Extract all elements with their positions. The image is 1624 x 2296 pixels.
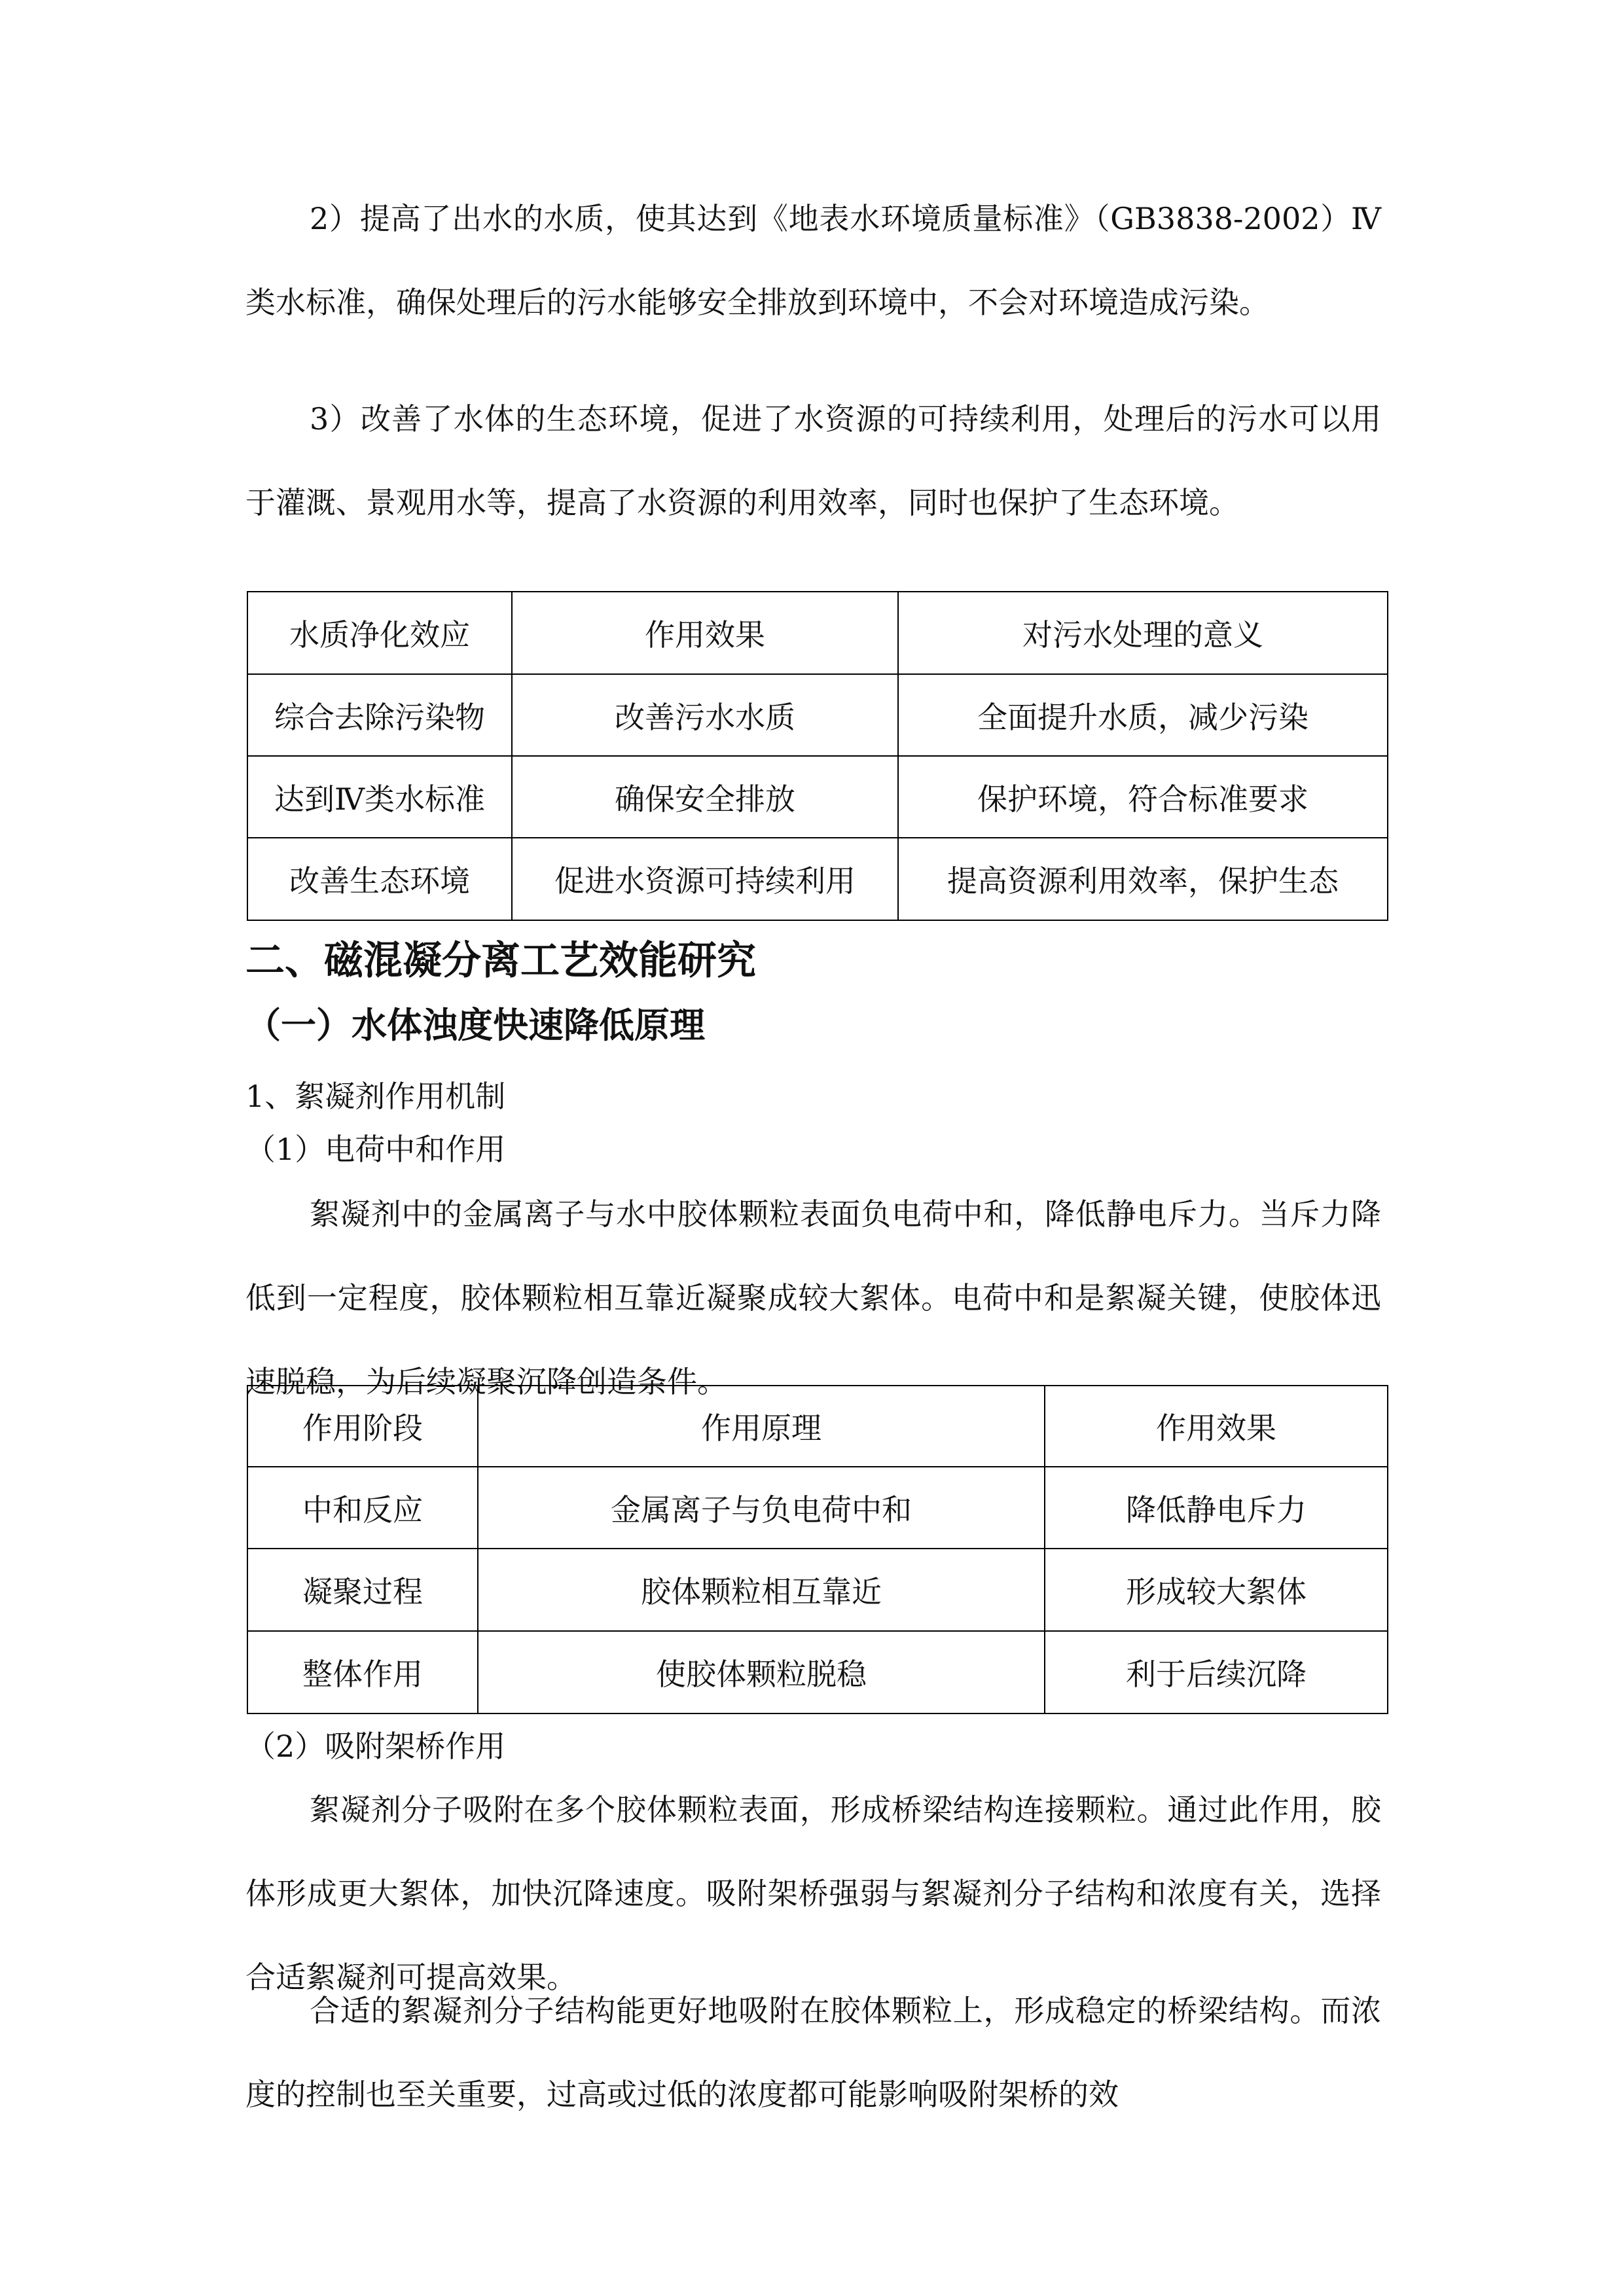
table-cell: 提高资源利用效率，保护生态 (898, 838, 1388, 920)
table-cell: 促进水资源可持续利用 (512, 838, 898, 920)
table-cell: 改善生态环境 (247, 838, 512, 920)
table-cell: 降低静电斥力 (1045, 1467, 1388, 1549)
table-cell: 保护环境，符合标准要求 (898, 756, 1388, 838)
table-header-cell: 作用阶段 (247, 1386, 478, 1467)
table-cell: 综合去除污染物 (247, 674, 512, 756)
sub-point-heading: （2）吸附架桥作用 (245, 1729, 506, 1764)
table-cell: 全面提升水质，减少污染 (898, 674, 1388, 756)
table-row (247, 1549, 1388, 1631)
mechanism-table (247, 1385, 1388, 1714)
table-row (247, 1467, 1388, 1549)
table-header-cell: 作用效果 (1045, 1386, 1388, 1467)
table-header-row (247, 592, 1388, 674)
section-heading: 二、磁混凝分离工艺效能研究 (245, 938, 756, 984)
table-row (247, 674, 1388, 756)
sub-point-heading: （1）电荷中和作用 (245, 1132, 506, 1167)
table-cell: 使胶体颗粒脱稳 (478, 1631, 1045, 1713)
table-cell: 利于后续沉降 (1045, 1631, 1388, 1713)
purification-effects-table (247, 591, 1388, 921)
table-cell: 整体作用 (247, 1631, 478, 1713)
table-header-cell: 作用效果 (512, 592, 898, 674)
table-cell: 达到Ⅳ类水标准 (247, 756, 512, 838)
adsorption-bridging-paragraph: 絮凝剂分子吸附在多个胶体颗粒表面，形成桥梁结构连接颗粒。通过此作用，胶体形成更大絮体，加快沉降速度。吸附架桥强弱与絮凝剂分子结构和浓度有关，选择合适絮凝剂可提高效果。 (245, 1792, 1381, 1995)
table-cell: 确保安全排放 (512, 756, 898, 838)
table-cell: 金属离子与负电荷中和 (478, 1467, 1045, 1549)
table-row (247, 756, 1388, 838)
table-row (247, 838, 1388, 920)
concentration-paragraph: 合适的絮凝剂分子结构能更好地吸附在胶体颗粒上，形成稳定的桥梁结构。而浓度的控制也至关重要，过高或过低的浓度都可能影响吸附架桥的效 (245, 1993, 1381, 2112)
table-cell: 凝聚过程 (247, 1549, 478, 1631)
subsection-heading: （一）水体浊度快速降低原理 (245, 1004, 705, 1046)
paragraph-item-3: 3）改善了水体的生态环境，促进了水资源的可持续利用，处理后的污水可以用于灌溉、景观用水等，提高了水资源的利用效率，同时也保护了生态环境。 (245, 401, 1381, 520)
table-header-cell: 水质净化效应 (247, 592, 512, 674)
charge-neutralization-paragraph: 絮凝剂中的金属离子与水中胶体颗粒表面负电荷中和，降低静电斥力。当斥力降低到一定程度，胶体颗粒相互靠近凝聚成较大絮体。电荷中和是絮凝关键，使胶体迅速脱稳，为后续凝聚沉降创造条件。 (245, 1196, 1381, 1399)
table-cell: 改善污水水质 (512, 674, 898, 756)
table-header-row (247, 1386, 1388, 1467)
table-cell: 形成较大絮体 (1045, 1549, 1388, 1631)
table-cell: 胶体颗粒相互靠近 (478, 1549, 1045, 1631)
paragraph-item-2: 2）提高了出水的水质，使其达到《地表水环境质量标准》（GB3838-2002）Ⅳ类水标准，确保处理后的污水能够安全排放到环境中，不会对环境造成污染。 (245, 201, 1381, 320)
table-header-cell: 对污水处理的意义 (898, 592, 1388, 674)
table-header-cell: 作用原理 (478, 1386, 1045, 1467)
table-row (247, 1631, 1388, 1713)
point-heading: 1、絮凝剂作用机制 (245, 1079, 506, 1114)
table-cell: 中和反应 (247, 1467, 478, 1549)
